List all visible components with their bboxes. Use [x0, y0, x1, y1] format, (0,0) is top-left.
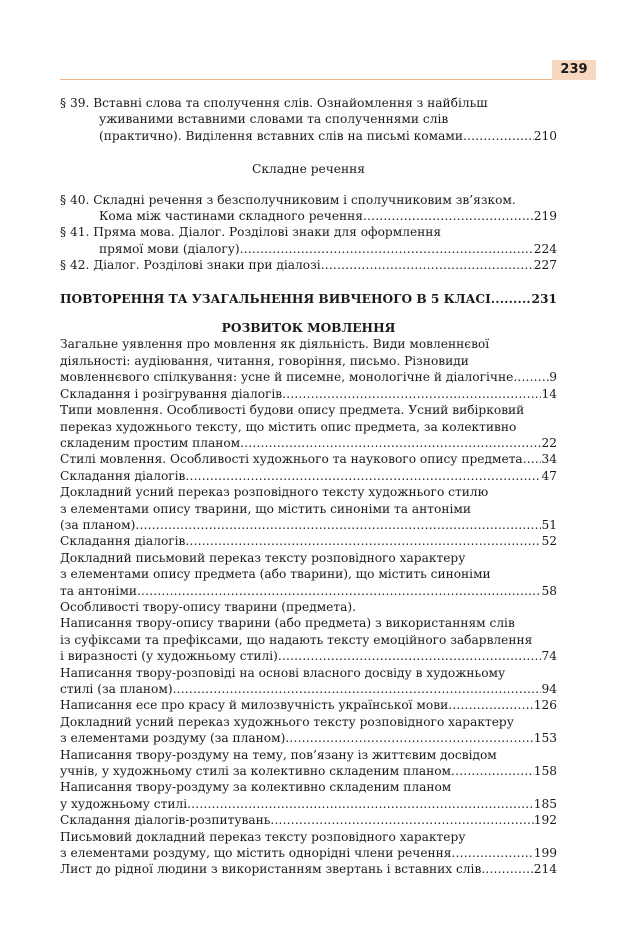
toc-entry[interactable]	[60, 386, 557, 402]
header-rule	[60, 79, 552, 80]
page-ref: 224	[533, 241, 557, 256]
leader-dots	[481, 861, 533, 877]
toc-line: Загальне уявлення про мовлення як діяльність. Види мовленнєвої	[60, 337, 490, 352]
paragraph-entries	[60, 95, 557, 144]
entry-text: мовленнєвого спілкування: усне й писемне, монологічне й діалогічне	[60, 370, 514, 385]
leader-dots	[463, 128, 534, 144]
toc-line: з елементами опису предмета (або тварини), що містить синоніми	[60, 567, 491, 582]
entry-text: Складання діалогів	[60, 534, 186, 549]
toc-line: уживаними вставними словами та сполученнями слів	[99, 112, 449, 127]
toc-line: із суфіксами та префіксами, що надають тексту емоційного забарвлення	[60, 632, 533, 647]
page-number: 239	[552, 60, 596, 80]
entry-text: Лист до рідної людини з використанням звертань і вставних слів	[60, 862, 482, 877]
entry-text: § 42. Діалог. Розділові знаки при діалозі	[60, 258, 321, 273]
toc-line: Написання твору-роздуму на тему, пов’язану із життєвим досвідом	[60, 747, 497, 762]
toc-entry[interactable]	[60, 95, 557, 144]
toc-entry[interactable]	[60, 224, 557, 257]
table-of-contents	[60, 95, 557, 878]
toc-line: Написання твору-розповіді на основі власного досвіду в художньому	[60, 665, 506, 680]
toc-line	[60, 796, 557, 812]
page-ref: 47	[541, 468, 557, 483]
leader-dots	[282, 386, 541, 402]
entry-text: прямої мови (діалогу)	[99, 241, 240, 256]
toc-entry[interactable]	[60, 599, 557, 615]
toc-entry[interactable]	[60, 192, 557, 225]
toc-line	[60, 730, 557, 746]
review-entry[interactable]: ПОВТОРЕННЯ ТА УЗАГАЛЬНЕННЯ ВИВЧЕНОГО В 5 КЛАСІ ..... 231	[60, 291, 557, 307]
entry-text: у художньому стилі	[60, 796, 188, 811]
page-ref: 126	[533, 698, 557, 713]
complex-sentence-entries	[60, 192, 557, 274]
speech-development-entries	[60, 336, 557, 877]
toc-entry[interactable]	[60, 615, 557, 664]
toc-line	[60, 451, 557, 467]
toc-line: діяльності: аудіювання, читання, говоріння, письмо. Різновиди	[60, 353, 469, 368]
page-ref: 199	[533, 846, 557, 861]
leader-dots	[185, 468, 541, 484]
page-ref: 9	[549, 370, 557, 385]
toc-entry[interactable]	[60, 861, 557, 877]
page-ref: 214	[533, 862, 557, 877]
leader-dots	[135, 517, 541, 533]
entry-text: Складання і розігрування діалогів	[60, 386, 283, 401]
page-ref: 153	[533, 731, 557, 746]
toc-line	[60, 517, 557, 533]
toc-line	[60, 369, 557, 385]
toc-line: переказ художнього тексту, що містить опис предмета, за колективно	[60, 419, 517, 434]
leader-dots	[513, 369, 549, 385]
leader-dots	[240, 435, 541, 451]
entry-text: з елементами роздуму, що містить однорідні члени речення	[60, 846, 452, 861]
toc-entry[interactable]	[60, 550, 557, 599]
leader-dots	[185, 533, 541, 549]
toc-line: Докладний усний переказ розповідного тексту художнього стилю	[60, 485, 489, 500]
toc-line	[60, 681, 557, 697]
page-ref: 74	[541, 649, 557, 664]
entry-text: Стилі мовлення. Особливості художнього та наукового опису предмета	[60, 452, 523, 467]
entry-text: учнів, у художньому стилі за колективно складеним планом	[60, 764, 452, 779]
toc-line	[60, 763, 557, 779]
toc-line	[60, 386, 557, 402]
page-ref: 58	[541, 583, 557, 598]
page-ref: 22	[541, 435, 557, 450]
page-ref: 14	[541, 386, 557, 401]
toc-line	[60, 861, 557, 877]
toc-line: Докладний письмовий переказ тексту розповідного характеру	[60, 550, 466, 565]
toc-line	[60, 583, 557, 599]
toc-line: § 40. Складні речення з безсполучниковим і сполучниковим зв’язком.	[60, 192, 516, 207]
toc-line	[60, 468, 557, 484]
page-ref: 210	[533, 128, 557, 143]
leader-dots	[285, 730, 533, 746]
toc-entry[interactable]	[60, 533, 557, 549]
page-ref: 52	[541, 534, 557, 549]
page-ref: 158	[533, 764, 557, 779]
toc-line: Докладний усний переказ художнього тексту розповідного характеру	[60, 714, 514, 729]
toc-line	[60, 812, 557, 828]
entry-text: (практично). Виділення вставних слів на письмі комами	[99, 128, 463, 143]
toc-line	[60, 208, 557, 224]
leader-dots	[270, 812, 533, 828]
toc-line: Письмовий докладний переказ тексту розповідного характеру	[60, 829, 466, 844]
entry-text: (за планом)	[60, 517, 136, 532]
leader-dots	[491, 291, 532, 307]
toc-entry[interactable]	[60, 402, 557, 451]
toc-line: § 41. Пряма мова. Діалог. Розділові знаки для оформлення	[60, 225, 442, 240]
entry-text: стилі (за планом)	[60, 682, 173, 696]
entry-text: і виразності (у художньому стилі)	[60, 649, 278, 664]
toc-entry[interactable]	[60, 747, 557, 780]
entry-text: складеним простим планом	[60, 435, 241, 450]
leader-dots	[278, 648, 542, 664]
toc-entry[interactable]	[60, 714, 557, 747]
toc-entry[interactable]	[60, 779, 557, 812]
toc-line	[60, 533, 557, 549]
toc-line: § 39. Вставні слова та сполучення слів. Ознайомлення з найбільш	[60, 96, 488, 110]
entry-text: Написання есе про красу й милозвучність української мови	[60, 698, 449, 713]
page-ref: 219	[533, 209, 557, 224]
entry-text: та антоніми	[60, 583, 137, 598]
toc-line: Типи мовлення. Особливості будови опису предмета. Усний вибірковий	[60, 403, 525, 418]
toc-entry[interactable]	[60, 829, 557, 862]
toc-line: з елементами опису тварини, що містить синоніми та антоніми	[60, 501, 471, 516]
section-title-complex: Складне речення	[252, 162, 365, 177]
page-ref: 34	[541, 452, 557, 467]
page-ref: 227	[533, 258, 557, 273]
toc-line	[60, 241, 557, 257]
toc-entry[interactable]	[60, 484, 557, 533]
toc-entry[interactable]	[60, 336, 557, 385]
leader-dots	[451, 763, 534, 779]
leader-dots	[523, 451, 542, 467]
leader-dots	[363, 208, 534, 224]
toc-line	[60, 697, 557, 713]
toc-entry[interactable]	[60, 697, 557, 713]
leader-dots	[137, 583, 542, 599]
toc-line: Написання твору-опису тварини (або предмета) з використанням слів	[60, 616, 515, 631]
toc-entry[interactable]	[60, 665, 557, 698]
toc-entry[interactable]	[60, 468, 557, 484]
page-ref: 185	[533, 796, 557, 811]
entry-text: Складання діалогів	[60, 468, 186, 483]
section-title-speech: РОЗВИТОК МОВЛЕННЯ	[221, 321, 396, 336]
leader-dots	[448, 697, 533, 713]
toc-line	[60, 128, 557, 144]
leader-dots	[451, 845, 533, 861]
entry-text: Кома між частинами складного речення	[99, 209, 363, 224]
leader-dots	[173, 681, 542, 697]
toc-line: Написання твору-роздуму за колективно складеним планом	[60, 780, 452, 795]
page-ref: 192	[533, 813, 557, 828]
toc-line: Особливості твору-опису тварини (предмета).	[60, 599, 357, 614]
leader-dots	[187, 796, 534, 812]
toc-line	[60, 257, 557, 273]
leader-dots	[240, 241, 534, 257]
page-ref: 94	[541, 682, 557, 696]
page-ref: 231	[531, 291, 557, 306]
leader-dots	[321, 257, 534, 273]
toc-line	[60, 435, 557, 451]
page-ref: 51	[541, 517, 557, 532]
toc-line	[60, 648, 557, 664]
toc-entry[interactable]	[60, 451, 557, 467]
entry-text: Складання діалогів-розпитувань	[60, 813, 271, 828]
entry-text: з елементами роздуму (за планом)	[60, 731, 286, 746]
toc-entry[interactable]	[60, 812, 557, 828]
toc-line	[60, 845, 557, 861]
toc-entry[interactable]	[60, 257, 557, 273]
